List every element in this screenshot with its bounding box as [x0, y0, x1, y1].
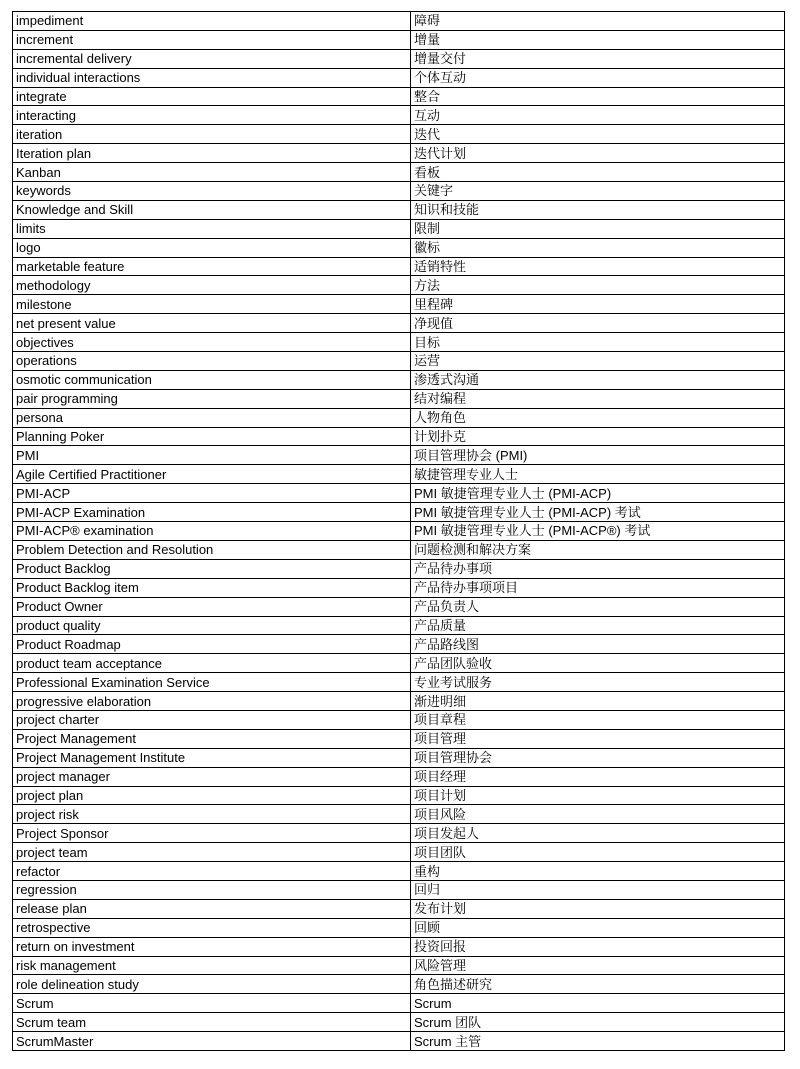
term-chinese-cell: 敏捷管理专业人士	[411, 465, 785, 484]
term-chinese-cell: 产品待办事项项目	[411, 578, 785, 597]
term-chinese-cell: Scrum	[411, 994, 785, 1013]
term-english-cell: limits	[13, 219, 411, 238]
term-english-cell: Agile Certified Practitioner	[13, 465, 411, 484]
term-english-cell: ScrumMaster	[13, 1032, 411, 1051]
term-english-cell: Kanban	[13, 163, 411, 182]
table-row	[13, 484, 785, 503]
term-english-cell: role delineation study	[13, 975, 411, 994]
table-row	[13, 1032, 785, 1051]
term-english-cell: Professional Examination Service	[13, 673, 411, 692]
table-row	[13, 654, 785, 673]
term-chinese-cell: 人物角色	[411, 408, 785, 427]
table-row	[13, 12, 785, 31]
term-english-cell: Product Owner	[13, 597, 411, 616]
table-row	[13, 729, 785, 748]
term-chinese-cell: 产品负责人	[411, 597, 785, 616]
table-row	[13, 352, 785, 371]
term-chinese-cell: 整合	[411, 87, 785, 106]
table-row	[13, 805, 785, 824]
term-english-cell: Project Management Institute	[13, 748, 411, 767]
term-english-cell: risk management	[13, 956, 411, 975]
table-row	[13, 824, 785, 843]
term-chinese-cell: 净现值	[411, 314, 785, 333]
term-english-cell: Project Sponsor	[13, 824, 411, 843]
term-english-cell: regression	[13, 880, 411, 899]
term-chinese-cell: 产品团队验收	[411, 654, 785, 673]
term-english-cell: Project Management	[13, 729, 411, 748]
term-chinese-cell: 项目经理	[411, 767, 785, 786]
term-english-cell: project team	[13, 843, 411, 862]
term-chinese-cell: 限制	[411, 219, 785, 238]
term-chinese-cell: 项目团队	[411, 843, 785, 862]
table-row	[13, 956, 785, 975]
term-chinese-cell: PMI 敏捷管理专业人士 (PMI-ACP)	[411, 484, 785, 503]
term-english-cell: marketable feature	[13, 257, 411, 276]
table-row	[13, 786, 785, 805]
term-english-cell: objectives	[13, 333, 411, 352]
term-chinese-cell: 看板	[411, 163, 785, 182]
term-chinese-cell: PMI 敏捷管理专业人士 (PMI-ACP) 考试	[411, 503, 785, 522]
table-row	[13, 692, 785, 711]
term-english-cell: PMI-ACP® examination	[13, 522, 411, 541]
table-row	[13, 68, 785, 87]
term-chinese-cell: 重构	[411, 862, 785, 881]
term-chinese-cell: 项目管理协会	[411, 748, 785, 767]
table-row	[13, 49, 785, 68]
term-english-cell: iteration	[13, 125, 411, 144]
term-english-cell: logo	[13, 238, 411, 257]
table-row	[13, 710, 785, 729]
term-chinese-cell: 适销特性	[411, 257, 785, 276]
term-chinese-cell: 项目章程	[411, 710, 785, 729]
table-row	[13, 635, 785, 654]
table-row	[13, 767, 785, 786]
term-english-cell: release plan	[13, 899, 411, 918]
term-english-cell: project risk	[13, 805, 411, 824]
table-row	[13, 559, 785, 578]
table-row	[13, 975, 785, 994]
term-chinese-cell: 互动	[411, 106, 785, 125]
term-chinese-cell: 项目风险	[411, 805, 785, 824]
term-english-cell: osmotic communication	[13, 370, 411, 389]
table-row	[13, 106, 785, 125]
term-english-cell: keywords	[13, 182, 411, 201]
term-english-cell: Problem Detection and Resolution	[13, 540, 411, 559]
table-row	[13, 522, 785, 541]
table-row	[13, 862, 785, 881]
table-row	[13, 748, 785, 767]
term-chinese-cell: Scrum 团队	[411, 1013, 785, 1032]
term-english-cell: increment	[13, 30, 411, 49]
table-row	[13, 994, 785, 1013]
term-english-cell: Iteration plan	[13, 144, 411, 163]
glossary-table	[12, 11, 785, 1051]
term-chinese-cell: 增量交付	[411, 49, 785, 68]
term-english-cell: Product Backlog item	[13, 578, 411, 597]
term-english-cell: PMI-ACP	[13, 484, 411, 503]
term-chinese-cell: 风险管理	[411, 956, 785, 975]
glossary-body	[13, 12, 785, 1051]
table-row	[13, 918, 785, 937]
table-row	[13, 389, 785, 408]
term-chinese-cell: 增量	[411, 30, 785, 49]
term-english-cell: PMI	[13, 446, 411, 465]
term-english-cell: integrate	[13, 87, 411, 106]
term-chinese-cell: 项目计划	[411, 786, 785, 805]
term-chinese-cell: 回归	[411, 880, 785, 899]
term-chinese-cell: 发布计划	[411, 899, 785, 918]
term-english-cell: interacting	[13, 106, 411, 125]
table-row	[13, 257, 785, 276]
term-chinese-cell: 项目管理	[411, 729, 785, 748]
term-chinese-cell: 运营	[411, 352, 785, 371]
term-chinese-cell: 回顾	[411, 918, 785, 937]
term-english-cell: methodology	[13, 276, 411, 295]
term-english-cell: net present value	[13, 314, 411, 333]
term-english-cell: project plan	[13, 786, 411, 805]
table-row	[13, 465, 785, 484]
table-row	[13, 446, 785, 465]
term-english-cell: project manager	[13, 767, 411, 786]
table-row	[13, 125, 785, 144]
term-english-cell: Product Roadmap	[13, 635, 411, 654]
term-chinese-cell: 渐进明细	[411, 692, 785, 711]
table-row	[13, 144, 785, 163]
table-row	[13, 219, 785, 238]
term-chinese-cell: 渗透式沟通	[411, 370, 785, 389]
term-english-cell: Knowledge and Skill	[13, 200, 411, 219]
table-row	[13, 238, 785, 257]
term-chinese-cell: 投资回报	[411, 937, 785, 956]
table-row	[13, 616, 785, 635]
term-chinese-cell: 产品路线图	[411, 635, 785, 654]
term-chinese-cell: 结对编程	[411, 389, 785, 408]
table-row	[13, 295, 785, 314]
table-row	[13, 503, 785, 522]
table-row	[13, 182, 785, 201]
table-row	[13, 899, 785, 918]
table-row	[13, 408, 785, 427]
term-chinese-cell: 计划扑克	[411, 427, 785, 446]
table-row	[13, 87, 785, 106]
term-english-cell: product quality	[13, 616, 411, 635]
table-row	[13, 200, 785, 219]
term-chinese-cell: 方法	[411, 276, 785, 295]
table-row	[13, 30, 785, 49]
table-row	[13, 578, 785, 597]
table-row	[13, 163, 785, 182]
term-english-cell: Scrum team	[13, 1013, 411, 1032]
term-english-cell: impediment	[13, 12, 411, 31]
term-english-cell: milestone	[13, 295, 411, 314]
term-chinese-cell: 专业考试服务	[411, 673, 785, 692]
term-chinese-cell: 迭代计划	[411, 144, 785, 163]
term-chinese-cell: 项目发起人	[411, 824, 785, 843]
table-row	[13, 1013, 785, 1032]
term-english-cell: product team acceptance	[13, 654, 411, 673]
term-english-cell: operations	[13, 352, 411, 371]
table-row	[13, 843, 785, 862]
term-chinese-cell: 障碍	[411, 12, 785, 31]
term-english-cell: individual interactions	[13, 68, 411, 87]
term-chinese-cell: 个体互动	[411, 68, 785, 87]
table-row	[13, 597, 785, 616]
term-english-cell: progressive elaboration	[13, 692, 411, 711]
term-chinese-cell: 里程碑	[411, 295, 785, 314]
term-english-cell: refactor	[13, 862, 411, 881]
table-row	[13, 673, 785, 692]
table-row	[13, 880, 785, 899]
term-english-cell: project charter	[13, 710, 411, 729]
term-chinese-cell: Scrum 主管	[411, 1032, 785, 1051]
term-chinese-cell: 知识和技能	[411, 200, 785, 219]
term-chinese-cell: 目标	[411, 333, 785, 352]
term-chinese-cell: 问题检测和解决方案	[411, 540, 785, 559]
term-english-cell: persona	[13, 408, 411, 427]
term-chinese-cell: 产品质量	[411, 616, 785, 635]
term-chinese-cell: 项目管理协会 (PMI)	[411, 446, 785, 465]
table-row	[13, 333, 785, 352]
term-english-cell: Scrum	[13, 994, 411, 1013]
term-chinese-cell: 产品待办事项	[411, 559, 785, 578]
table-row	[13, 427, 785, 446]
term-english-cell: incremental delivery	[13, 49, 411, 68]
term-chinese-cell: 角色描述研究	[411, 975, 785, 994]
table-row	[13, 276, 785, 295]
term-english-cell: Planning Poker	[13, 427, 411, 446]
term-chinese-cell: 迭代	[411, 125, 785, 144]
term-english-cell: retrospective	[13, 918, 411, 937]
term-english-cell: return on investment	[13, 937, 411, 956]
term-english-cell: PMI-ACP Examination	[13, 503, 411, 522]
term-english-cell: Product Backlog	[13, 559, 411, 578]
table-row	[13, 937, 785, 956]
table-row	[13, 370, 785, 389]
term-chinese-cell: 关键字	[411, 182, 785, 201]
term-chinese-cell: 徽标	[411, 238, 785, 257]
table-row	[13, 314, 785, 333]
table-row	[13, 540, 785, 559]
term-english-cell: pair programming	[13, 389, 411, 408]
term-chinese-cell: PMI 敏捷管理专业人士 (PMI-ACP®) 考试	[411, 522, 785, 541]
